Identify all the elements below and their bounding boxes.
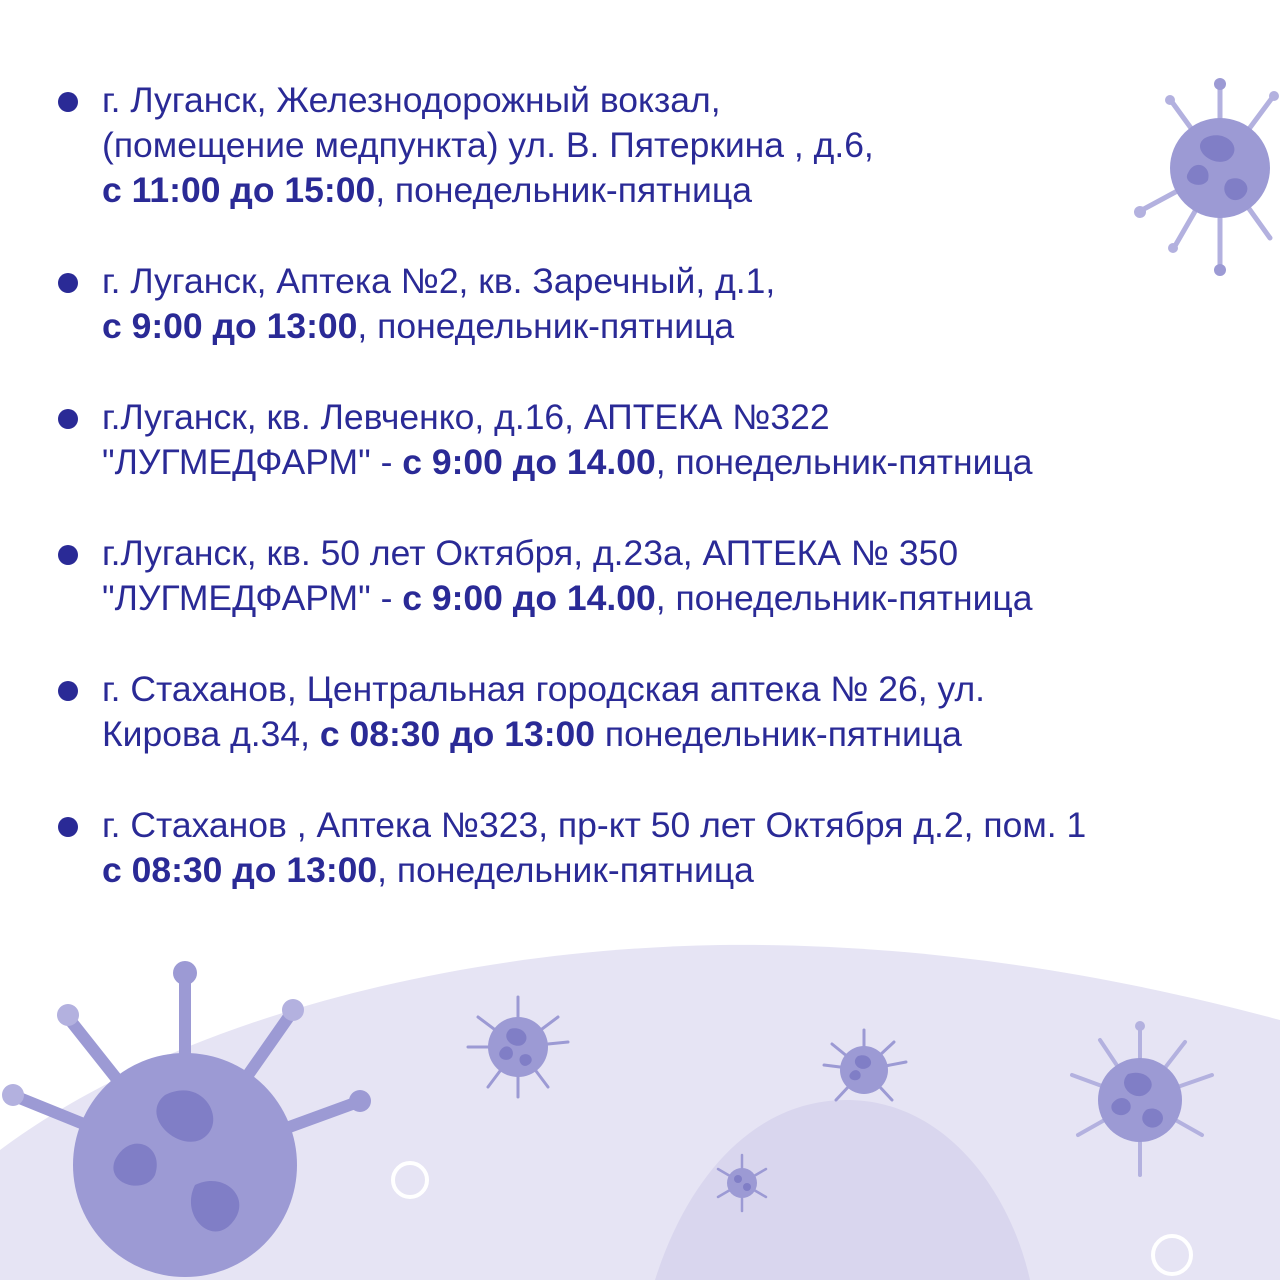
hours-text: с 9:00 до 14.00 (402, 578, 656, 618)
bullet-icon (58, 545, 78, 565)
address-line: г. Луганск, Аптека №2, кв. Заречный, д.1, (102, 261, 776, 301)
address-line: г.Луганск, кв. 50 лет Октября, д.23а, АПТЕКА № 350 (102, 533, 959, 573)
days-text: , понедельник-пятница (655, 578, 1033, 618)
hours-line (102, 168, 1248, 213)
hours-text: с 9:00 до 14.00 (402, 442, 656, 482)
hours-line (102, 440, 1248, 485)
list-item (58, 531, 1248, 621)
bullet-icon (58, 681, 78, 701)
list-item (58, 259, 1248, 349)
days-text: понедельник-пятница (595, 714, 962, 754)
list-item (58, 667, 1248, 757)
hours-text: с 11:00 до 15:00 (102, 170, 376, 210)
hours-line (102, 304, 1248, 349)
days-text: , понедельник-пятница (375, 170, 752, 210)
list-item (58, 803, 1248, 893)
hours-line (102, 848, 1248, 893)
hours-line (102, 576, 1248, 621)
list-item (58, 395, 1248, 485)
address-line: (помещение медпункта) ул. В. Пятеркина , д.6, (102, 125, 874, 165)
hours-text: с 08:30 до 13:00 (319, 714, 596, 754)
street-text: Кирова д.34, (102, 714, 320, 754)
bullet-icon (58, 409, 78, 429)
days-text: , понедельник-пятница (655, 442, 1033, 482)
address-line: г. Луганск, Железнодорожный вокзал, (102, 80, 721, 120)
bullet-icon (58, 817, 78, 837)
pharmacy-name: "ЛУГМЕДФАРМ" - (102, 578, 403, 618)
bullet-icon (58, 92, 78, 112)
pharmacy-location-list (58, 78, 1248, 939)
bullet-icon (58, 273, 78, 293)
hours-text: с 08:30 до 13:00 (102, 850, 378, 890)
pharmacy-name: "ЛУГМЕДФАРМ" - (102, 442, 403, 482)
address-line: г. Стаханов, Центральная городская аптека № 26, ул. (102, 669, 986, 709)
days-text: , понедельник-пятница (377, 850, 754, 890)
days-text: , понедельник-пятница (357, 306, 735, 346)
hours-line (102, 712, 1248, 757)
hours-text: с 9:00 до 13:00 (102, 306, 358, 346)
list-item (58, 78, 1248, 213)
address-line: г.Луганск, кв. Левченко, д.16, АПТЕКА №322 (102, 397, 830, 437)
address-line: г. Стаханов , Аптека №323, пр-кт 50 лет Октября д.2, пом. 1 (102, 805, 1087, 845)
